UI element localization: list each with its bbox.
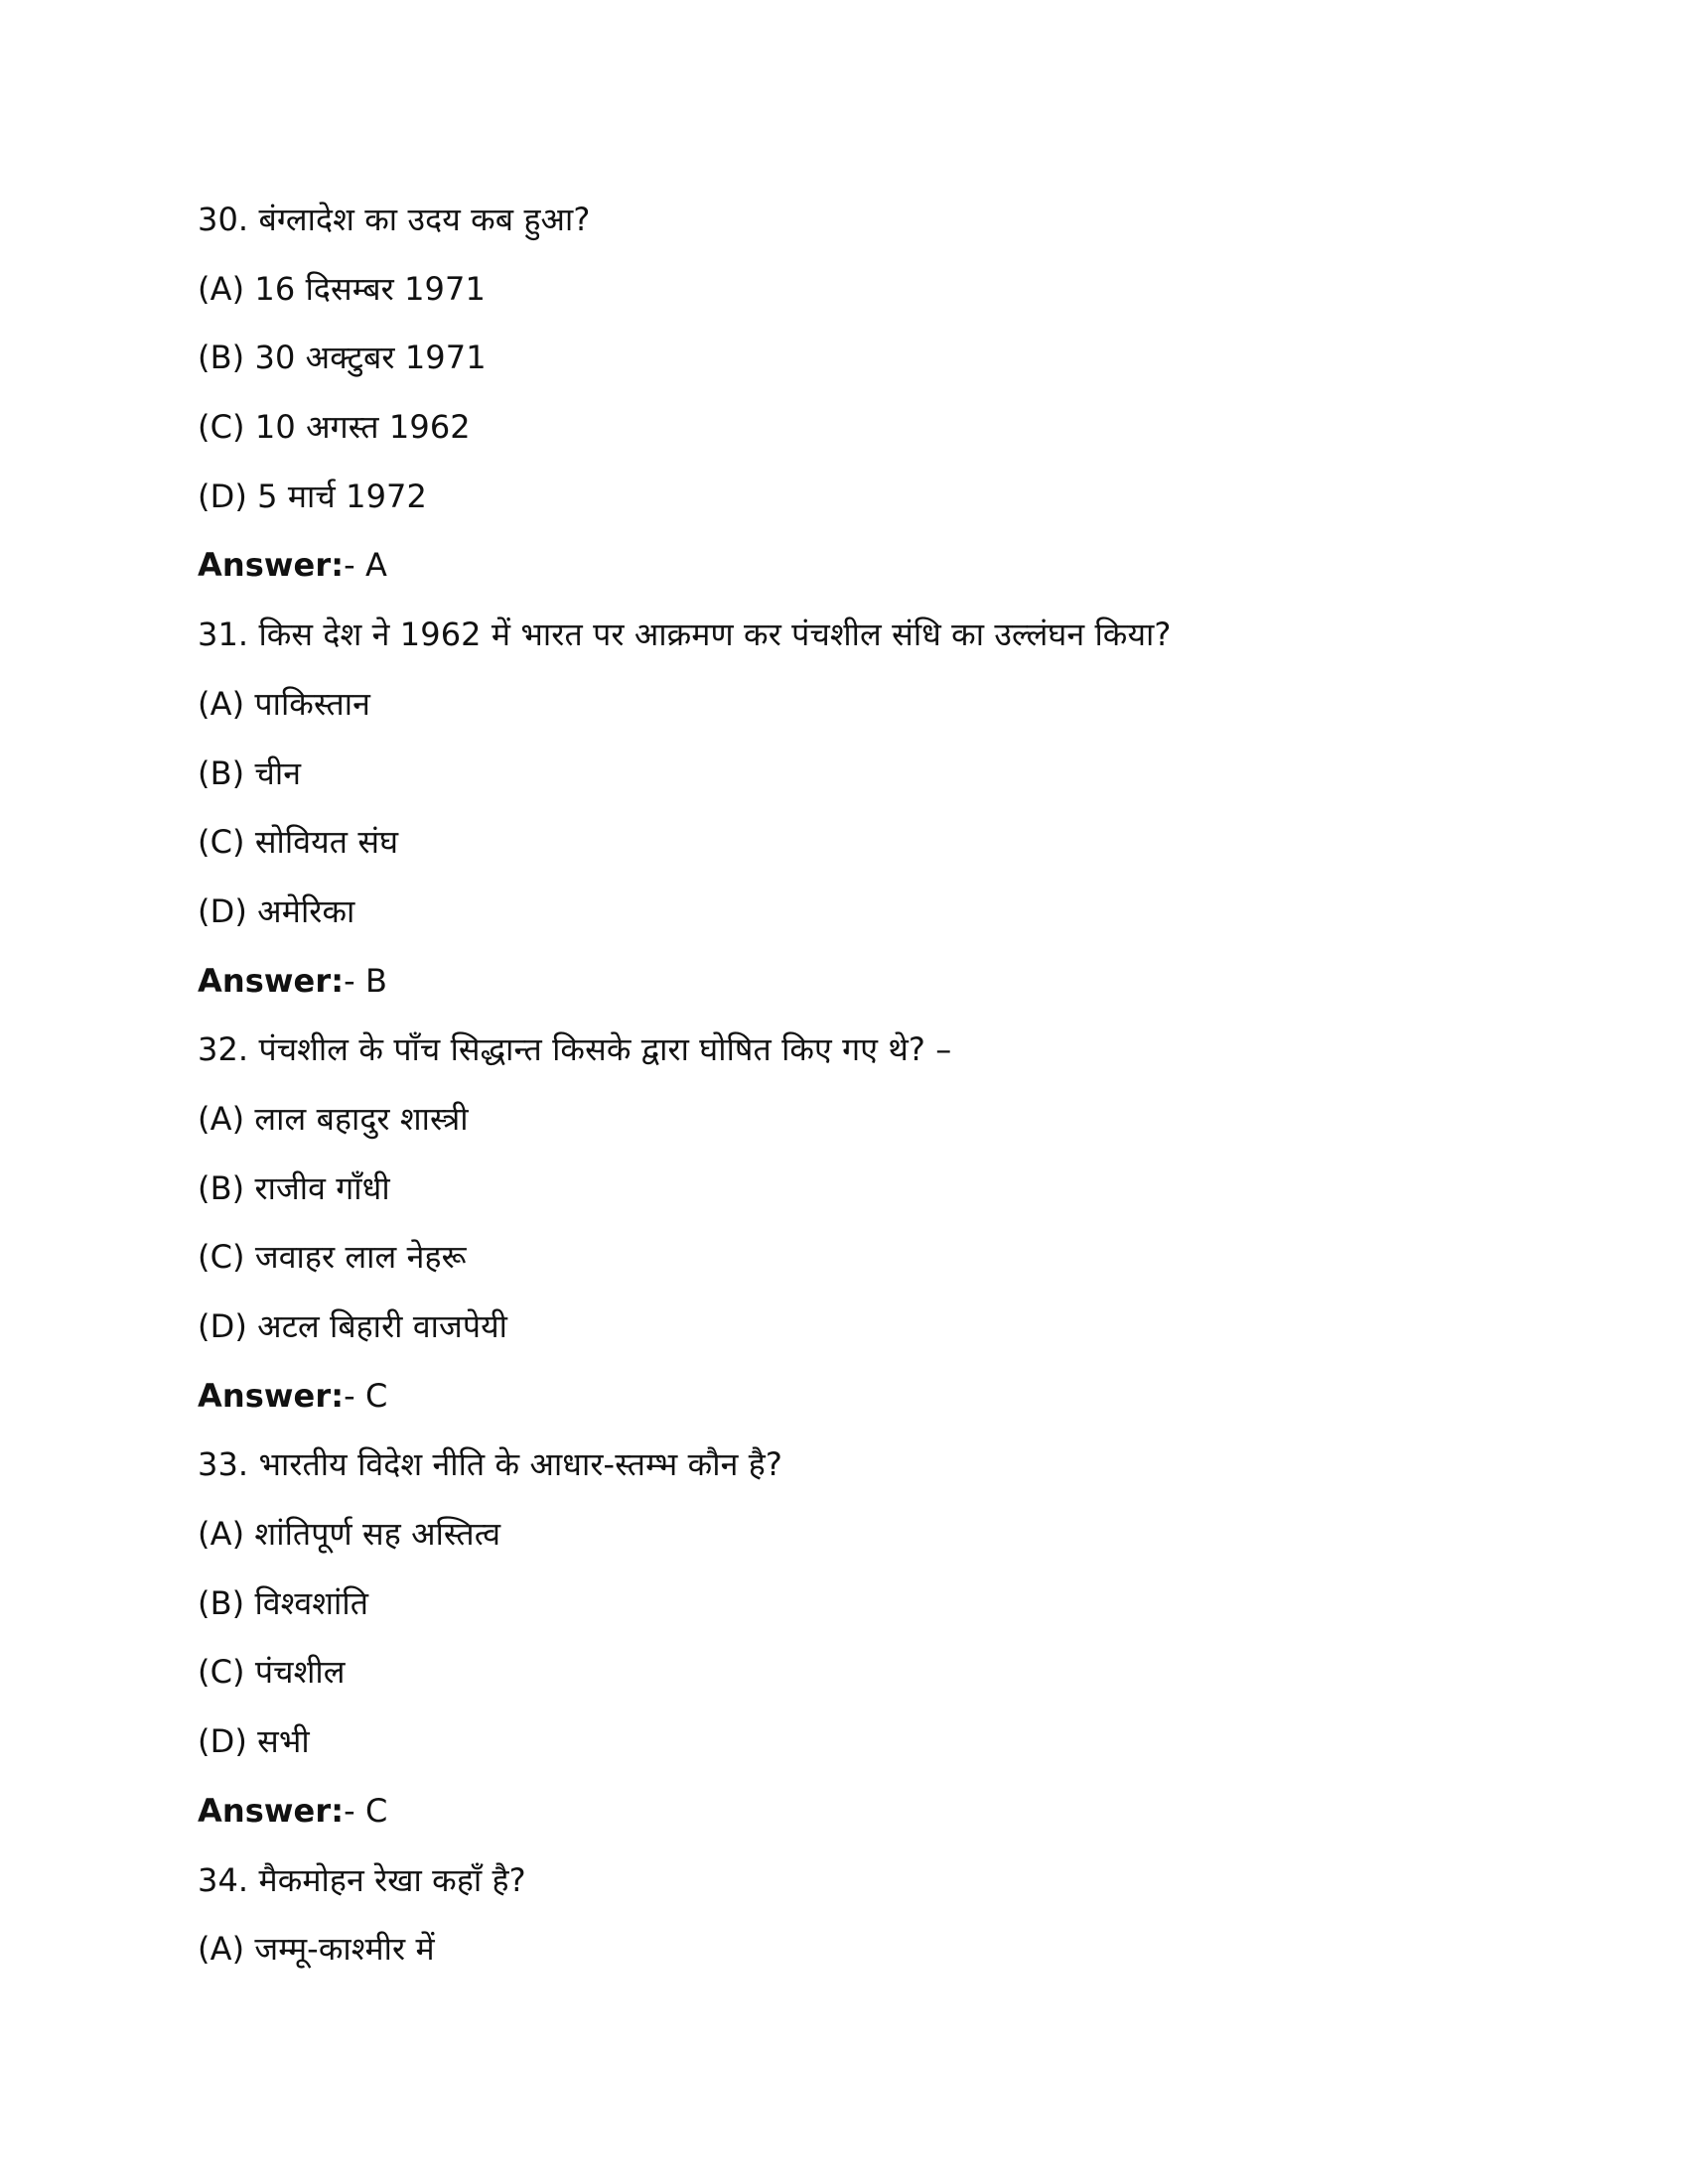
answer-line bbox=[198, 1371, 1508, 1440]
option-d: (D) सभी bbox=[198, 1722, 310, 1761]
answer-label: Answer: bbox=[198, 961, 345, 1000]
option-d: (D) 5 मार्च 1972 bbox=[198, 477, 427, 515]
option-c: (C) सोवियत संघ bbox=[198, 823, 399, 862]
question-text: 34. मैकमोहन रेखा कहाँ है? bbox=[198, 1860, 526, 1899]
answer-value: - C bbox=[344, 1791, 388, 1830]
option-c: (C) 10 अगस्त 1962 bbox=[198, 408, 471, 447]
answer-label: Answer: bbox=[198, 546, 345, 585]
option-b: (B) राजीव गाँधी bbox=[198, 1168, 390, 1207]
option-a: (A) लाल बहादुर शास्त्री bbox=[198, 1099, 469, 1138]
option-b: (B) चीन bbox=[198, 753, 302, 792]
option-d: (D) अमेरिका bbox=[198, 891, 355, 930]
answer-line bbox=[198, 540, 1508, 610]
answer-label: Answer: bbox=[198, 1376, 345, 1415]
option-a: (A) पाकिस्तान bbox=[198, 684, 370, 723]
question-text: 30. बंग्लादेश का उदय कब हुआ? bbox=[198, 201, 591, 238]
answer-line bbox=[198, 1786, 1508, 1855]
option-b: (B) विश्वशांति bbox=[198, 1583, 369, 1622]
option-a: (A) जम्मू-काश्मीर में bbox=[198, 1930, 435, 1969]
answer-label: Answer: bbox=[198, 1791, 345, 1830]
answer-line bbox=[198, 956, 1508, 1025]
question-list bbox=[198, 195, 1508, 1993]
option-c: (C) पंचशील bbox=[198, 1653, 346, 1692]
answer-value: - B bbox=[344, 961, 388, 1000]
question-text: 32. पंचशील के पाँच सिद्धान्त किसके द्वारा घोषित किए गए थे? – bbox=[198, 1030, 952, 1069]
option-b: (B) 30 अक्टुबर 1971 bbox=[198, 339, 487, 377]
option-a: (A) शांतिपूर्ण सह अस्तित्व bbox=[198, 1515, 501, 1554]
option-d: (D) अटल बिहारी वाजपेयी bbox=[198, 1307, 508, 1345]
question-text: 33. भारतीय विदेश नीति के आधार-स्तम्भ कौन है? bbox=[198, 1445, 782, 1484]
answer-value: - A bbox=[344, 546, 388, 585]
option-c: (C) जवाहर लाल नेहरू bbox=[198, 1238, 467, 1277]
option-a: (A) 16 दिसम्बर 1971 bbox=[198, 269, 486, 308]
question-text: 31. किस देश ने 1962 में भारत पर आक्रमण कर पंचशील संधि का उल्लंघन किया? bbox=[198, 615, 1172, 654]
answer-value: - C bbox=[344, 1376, 388, 1415]
